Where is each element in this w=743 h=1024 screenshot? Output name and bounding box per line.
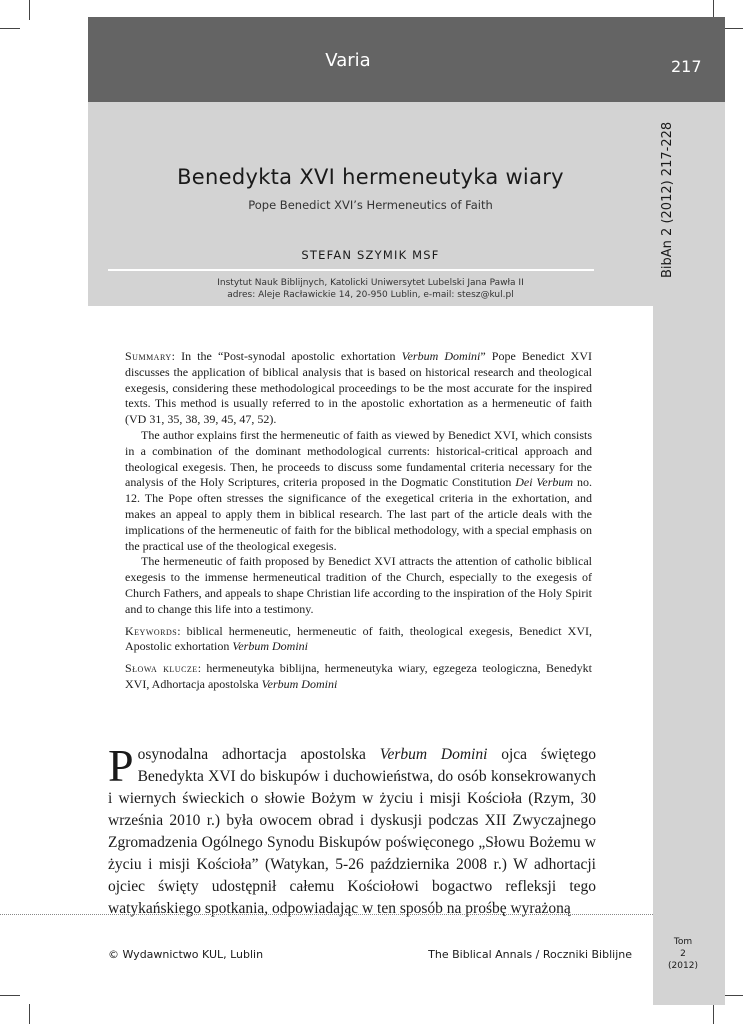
crop-mark: [0, 28, 20, 29]
journal-name: The Biblical Annals / Roczniki Biblijne: [428, 948, 632, 961]
footer-divider: [0, 914, 653, 915]
crop-mark: [723, 28, 743, 29]
drop-cap: P: [108, 740, 134, 791]
body-emphasis: Verbum Domini: [379, 746, 488, 763]
slowa-klucze-text: : hermeneutyka biblijna, hermeneutyka wiary, egzegeza teologiczna, Benedykt XVI, Adhortacja apostolska: [125, 661, 592, 691]
body-span: osynodalna adhortacja apostolska: [137, 746, 380, 763]
body-text: [108, 740, 597, 920]
journal-reference: BibAn 2 (2012) 217-228: [660, 121, 675, 278]
volume-info: [653, 936, 713, 972]
article-subtitle: Pope Benedict XVI’s Hermeneutics of Faith: [248, 198, 493, 212]
keywords-text: : biblical hermeneutic, hermeneutic of faith, theological exegesis, Benedict XVI, Apostolic exhortation: [125, 623, 592, 654]
author-divider: [108, 269, 594, 271]
summary-emphasis: Dei Verbum: [515, 475, 574, 490]
slowa-klucze-label: Słowa klucze: [125, 661, 198, 676]
slowa-klucze-emphasis: Verbum Domini: [261, 676, 338, 691]
crop-mark: [723, 995, 743, 996]
page-number: 217: [671, 57, 702, 76]
publisher: © Wydawnictwo KUL, Lublin: [108, 948, 264, 961]
body-span: ojca świętego Benedykta XVI do biskupów i duchowieństwa, do osób konsekrowanych i wiernych świeckich o słowie Bożym w życiu i misji Kościoła (Rzym, 30 września 2010 r.) była owocem obrad i dyskusji podczas XII Zwyczajnego Zgromadzenia Ogólnego Synodu Biskupów poświęconego „Słowu Bożemu w życiu i misji Kościoła” (Watykan, 5-26 października 2008 r.) W adhortacji ojciec święty udostępnił całemu Kościołowi bogactwo refleksji tego watykańskiego spotkania, odpowiadając w ten sposób na prośbę wyrażoną: [108, 746, 597, 917]
address-line: adres: Aleje Racławickie 14, 20-950 Lublin, e-mail: stesz@kul.pl: [227, 290, 514, 300]
keywords-emphasis: Verbum Domini: [232, 639, 308, 654]
article-title: Benedykta XVI hermeneutyka wiary: [177, 165, 564, 189]
author-name: STEFAN SZYMIK MSF: [301, 248, 440, 262]
crop-mark: [713, 1004, 714, 1024]
affiliation-line: Instytut Nauk Biblijnych, Katolicki Uniwersytet Lubelski Jana Pawła II: [217, 278, 524, 288]
abstract: [125, 349, 592, 693]
crop-mark: [0, 995, 20, 996]
slowa-klucze: [125, 661, 592, 693]
summary-text: no. 12. The Pope often stresses the significance of the exegetical criteria in the exhortation, and makes an appeal to apply them in biblical research. The last part of the article deals with the implications of the hermeneutic of faith for the biblical methodology, with a special emphasis on the practical use of the theological exegesis.: [125, 475, 592, 553]
summary-paragraph: [125, 349, 592, 428]
volume-year: (2012): [668, 961, 698, 971]
keywords: [125, 624, 592, 656]
summary-emphasis: Verbum Domini: [401, 349, 481, 363]
summary-label: Summary: [125, 349, 172, 363]
summary-paragraph: The hermeneutic of faith proposed by Benedict XVI attracts the attention of catholic biblical exegesis to the immense hermeneutical tradition of the Church, especially to the exegesis of Church Fathers, and appeals to shape Christian life according to the inspiration of the Holy Spirit and to change this life into a testimony.: [125, 554, 592, 616]
summary-text: The author explains first the hermeneutic of faith as viewed by Benedict XVI, which consists in a combination of the dominant methodological currents: historical-critical approach and theological exegesis. Then, he proceeds to discuss some fundamental criteria necessary for the analysis of the Holy Scriptures, criteria proposed in the Dogmatic Constitution: [125, 427, 592, 490]
summary-text: ” Pope Benedict XVI discusses the application of biblical analysis that is based on historical research and theological exegesis, considering these methodological proceedings to be the most accurate for the inspired texts. This method is usually referred to in the apostolic exhortation as a hermeneutic of faith (VD 31, 35, 38, 39, 45, 47, 52).: [125, 349, 593, 427]
keywords-label: Keywords: [125, 623, 178, 638]
summary-text: : In the “Post-synodal apostolic exhortation: [171, 349, 402, 363]
crop-mark: [29, 1004, 30, 1024]
volume-number: 2: [680, 949, 686, 959]
volume-label: Tom: [673, 937, 693, 947]
crop-mark: [29, 0, 30, 20]
summary-paragraph: [125, 428, 592, 554]
section-title: Varia: [325, 50, 371, 71]
body-paragraph: [108, 740, 597, 920]
